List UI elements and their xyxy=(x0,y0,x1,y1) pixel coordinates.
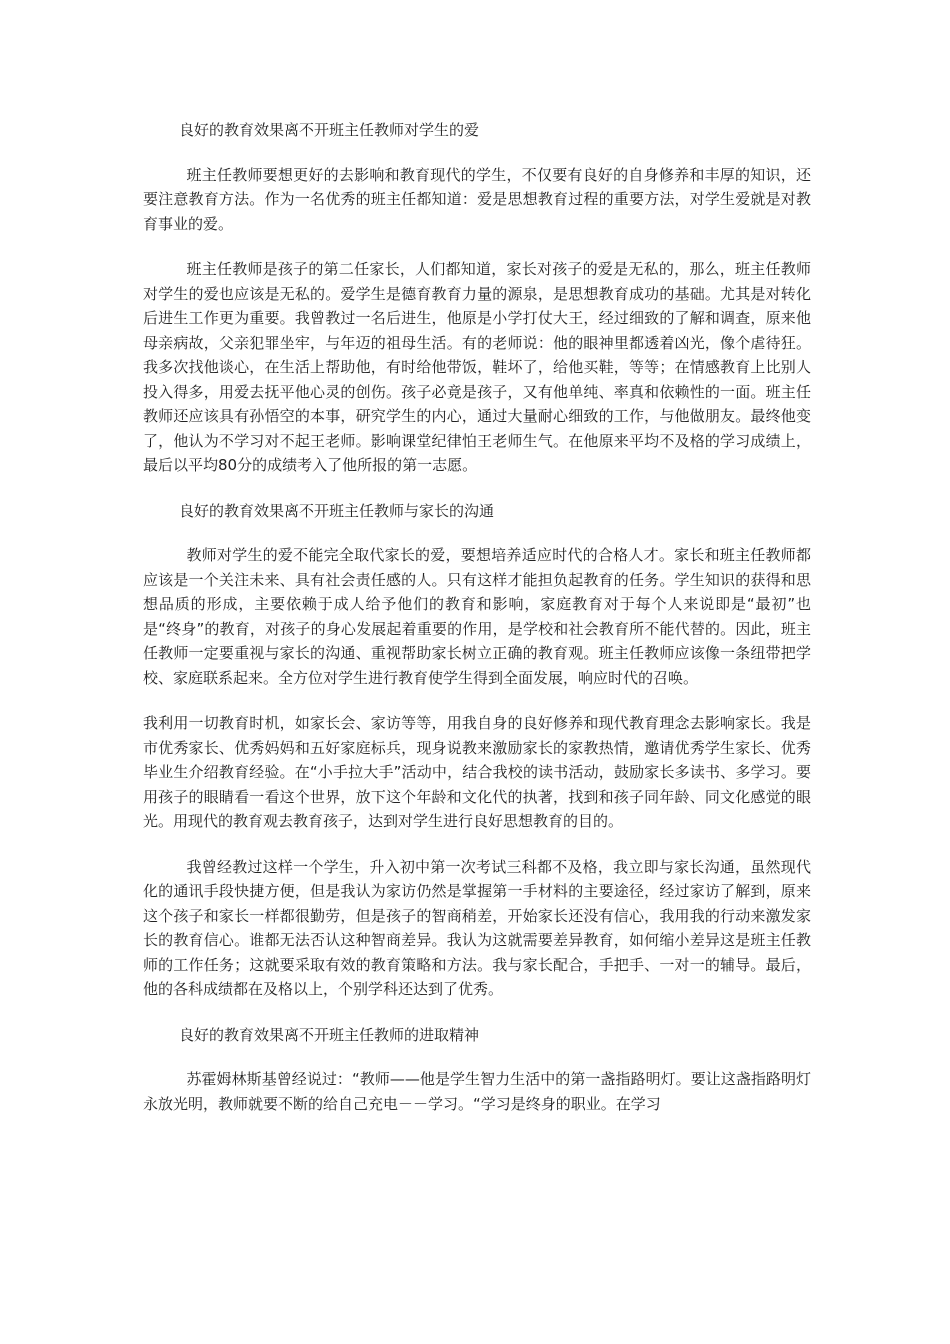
body-paragraph: 我曾经教过这样一个学生，升入初中第一次考试三科都不及格，我立即与家长沟通，虽然现代化的通讯手段快捷方便，但是我认为家访仍然是掌握第一手材料的主要途径，经过家访了解到，原来这个孩子和家长一样都很勤劳，但是孩子的智商稍差，开始家长还没有信心，我用我的行动来激发家长的教育信心。谁都无法否认这种智商差异。我认为这就需要差异教育，如何缩小差异这是班主任教师的工作任务；这就要采取有效的教育策略和方法。我与家长配合，手把手、一对一的辅导。最后，他的各科成绩都在及格以上，个别学科还达到了优秀。 xyxy=(143,857,811,998)
section-heading: 良好的教育效果离不开班主任教师对学生的爱 xyxy=(179,121,480,139)
body-paragraph: 班主任教师是孩子的第二任家长，人们都知道，家长对孩子的爱是无私的，那么，班主任教师对学生的爱也应该是无私的。爱学生是德育教育力量的源泉，是思想教育成功的基础。尤其是对转化后进生工作更为重要。我曾教过一名后进生，他原是小学打仗大王，经过细致的了解和调查，原来他母亲病故，父亲犯罪坐牢，与年迈的祖母生活。有的老师说：他的眼神里都透着凶光，像个虐待狂。我多次找他谈心，在生活上帮助他，有时给他带饭，鞋坏了，给他买鞋，等等；在情感教育上比别人投入得多，用爱去抚平他心灵的创伤。孩子必竟是孩子，又有他单纯、率真和依赖性的一面。班主任教师还应该具有孙悟空的本事，研究学生的内心，通过大量耐心细致的工作，与他做朋友。最终他变了，他认为不学习对不起王老师。影响课堂纪律怕王老师生气。在他原来平均不及格的学习成绩上，最后以平均80分的成绩考入了他所报的第一志愿。 xyxy=(143,260,811,474)
section-heading: 良好的教育效果离不开班主任教师与家长的沟通 xyxy=(179,501,495,520)
body-paragraph: 教师对学生的爱不能完全取代家长的爱，要想培养适应时代的合格人才。家长和班主任教师都应该是一个关注未来、具有社会责任感的人。只有这样才能担负起教育的任务。学生知识的获得和思想品质的形成，主要依赖于成人给予他们的教育和影响，家庭教育对于每个人来说即是“最初”也是“终身”的教育，对孩子的身心发展起着重要的作用，是学校和社会教育所不能代替的。因此，班主任教师一定要重视与家长的沟通、重视帮助家长树立正确的教育观。班主任教师应该像一条纽带把学校、家庭联系起来。全方位对学生进行教育使学生得到全面发展，响应时代的召唤。 xyxy=(143,546,811,687)
body-paragraph: 苏霍姆林斯基曾经说过：“教师——他是学生智力生活中的第一盏指路明灯。要让这盏指路明灯永放光明，教师就要不断的给自己充电－－学习。“学习是终身的职业。在学习 xyxy=(143,1070,811,1113)
body-paragraph: 班主任教师要想更好的去影响和教育现代的学生，不仅要有良好的自身修养和丰厚的知识，还要注意教育方法。作为一名优秀的班主任都知道：爱是思想教育过程的重要方法，对学生爱就是对教育事业的爱。 xyxy=(143,165,811,233)
body-paragraph: 我利用一切教育时机，如家长会、家访等等，用我自身的良好修养和现代教育理念去影响家长。我是市优秀家长、优秀妈妈和五好家庭标兵，现身说教来激励家长的家教热情，邀请优秀学生家长、优秀毕业生介绍教育经验。在“小手拉大手”活动中，结合我校的读书活动，鼓励家长多读书、多学习。要用孩子的眼睛看一看这个世界，放下这个年龄和文化代的执著，找到和孩子同年龄、同文化感觉的眼光。用现代的教育观去教育孩子，达到对学生进行良好思想教育的目的。 xyxy=(143,714,811,830)
document-body xyxy=(143,118,811,1137)
section-heading: 良好的教育效果离不开班主任教师的进取精神 xyxy=(179,1025,480,1044)
